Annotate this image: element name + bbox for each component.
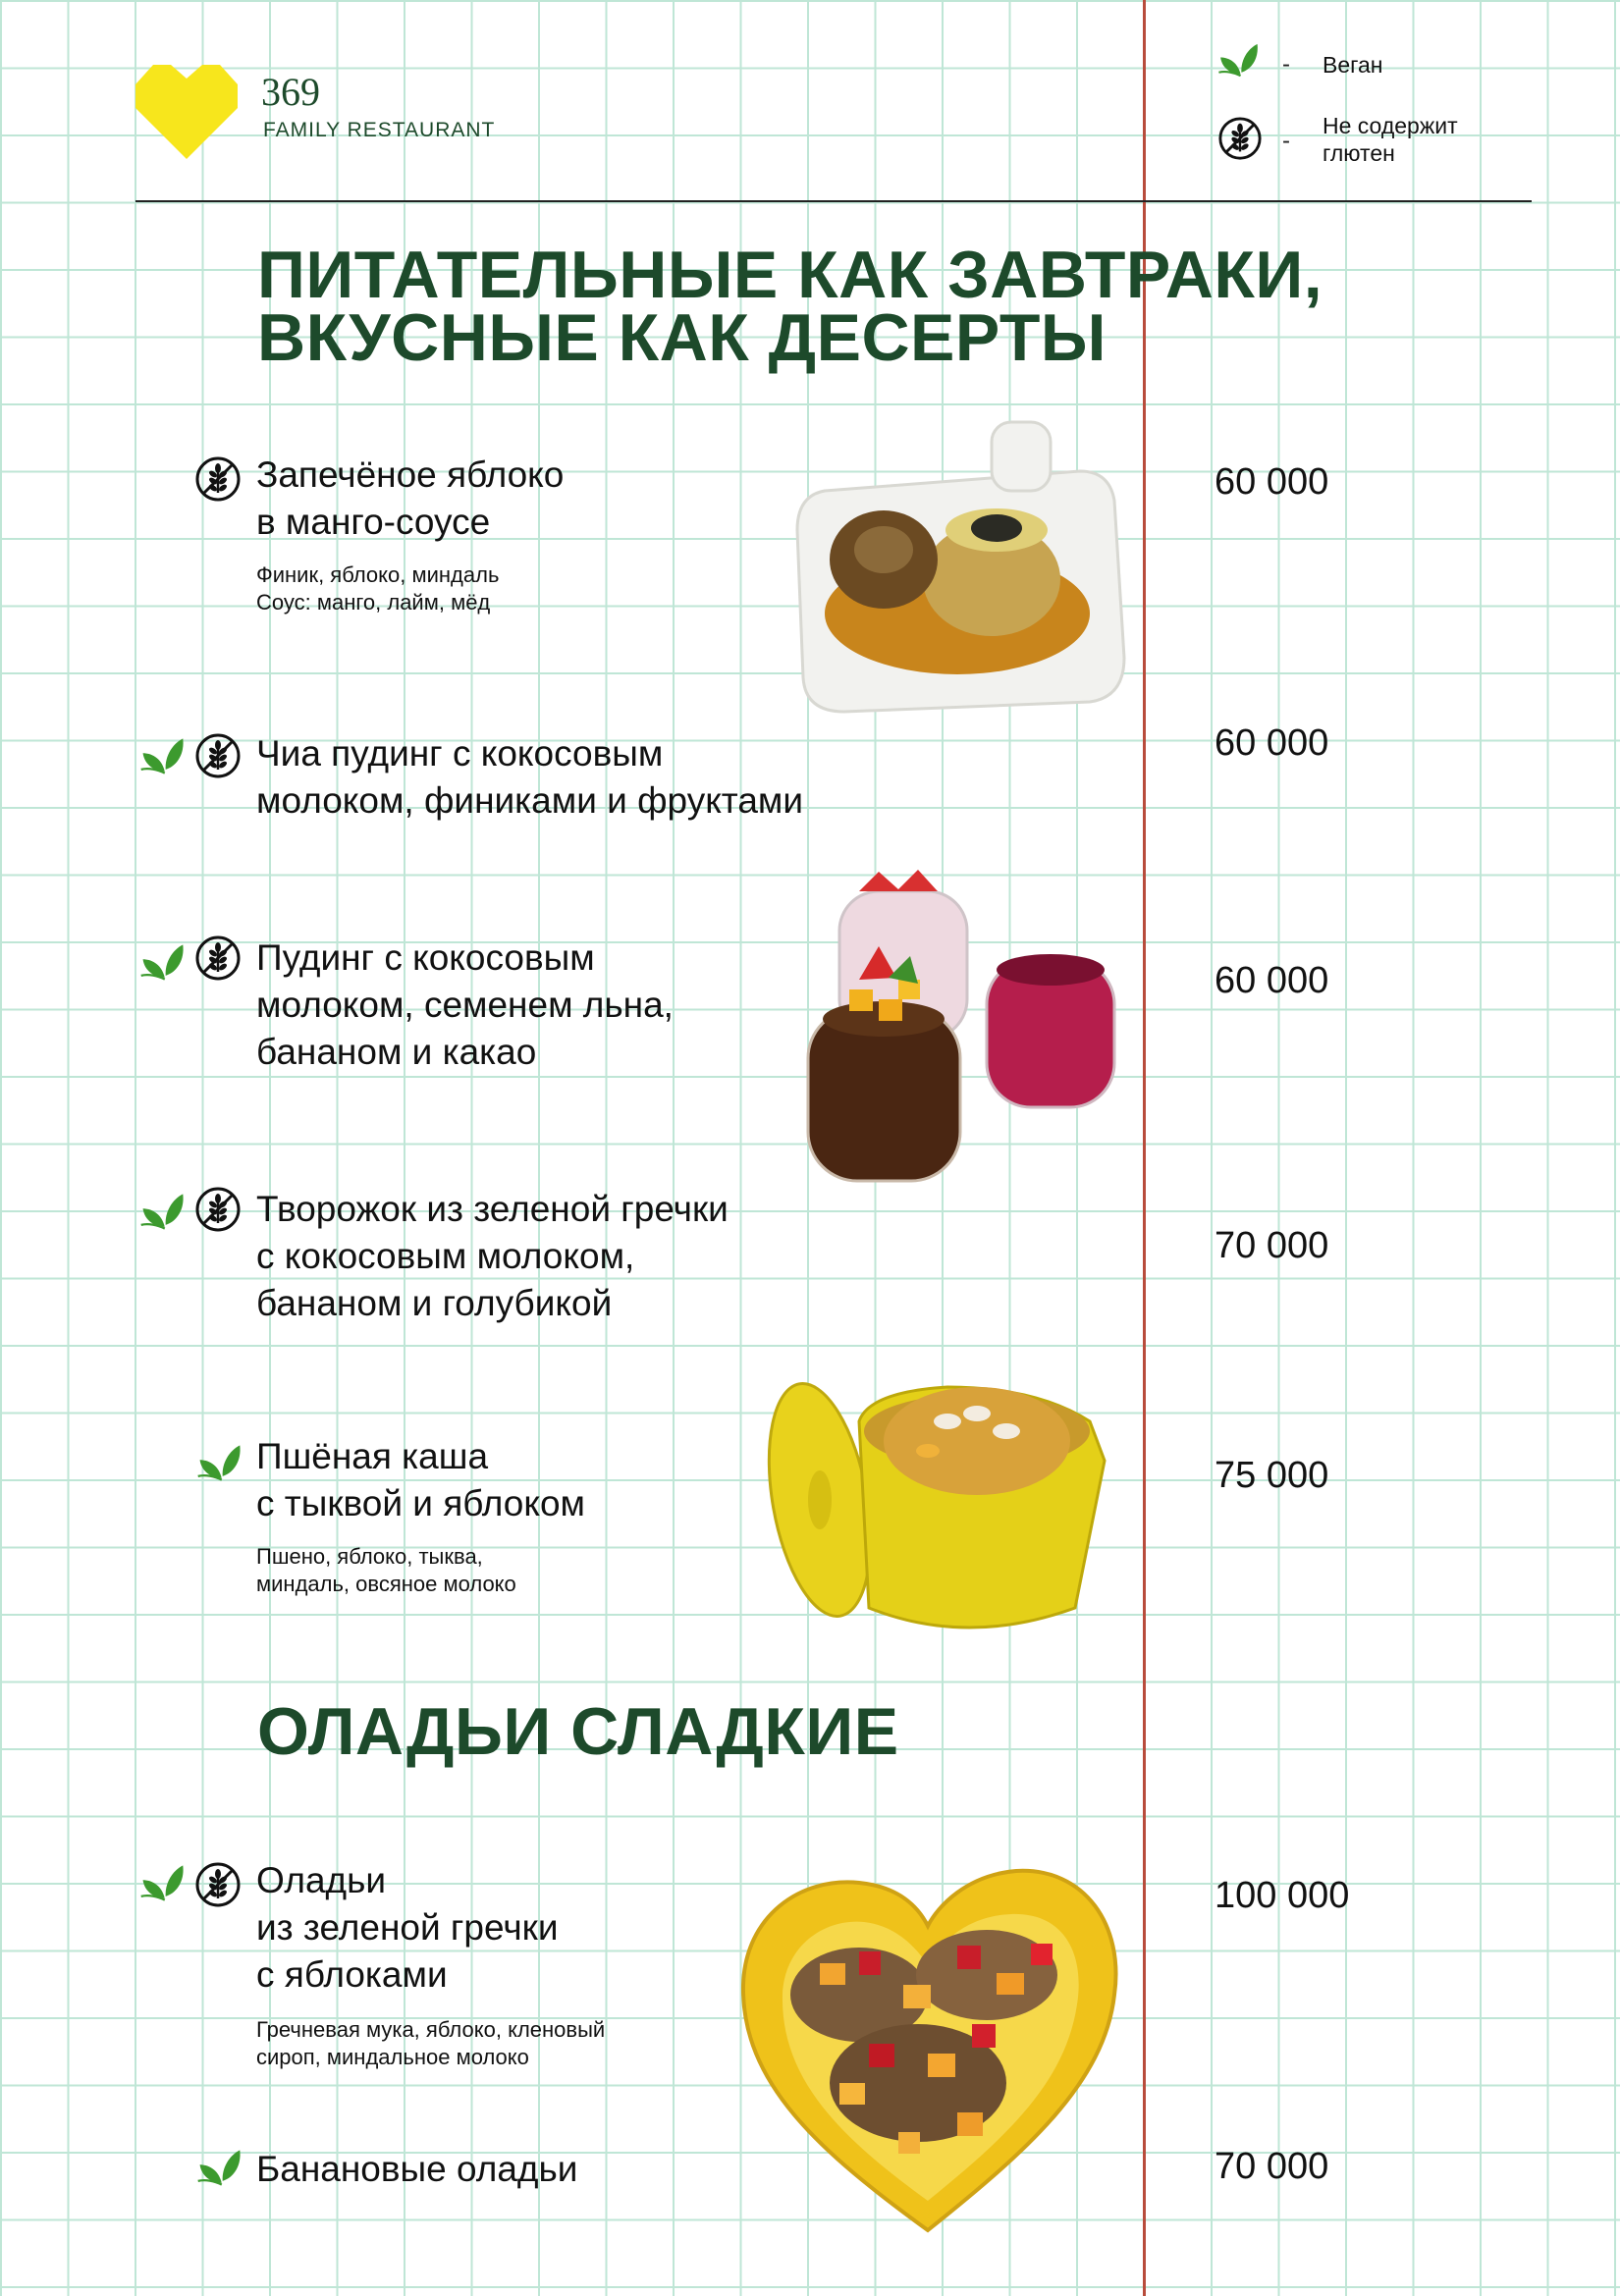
menu-item-price: 60 000 [1215,960,1329,1001]
menu-item-price: 100 000 [1215,1875,1350,1916]
menu-item-name [256,2146,577,2193]
item-desc-line: Финик, яблоко, миндаль [256,562,500,587]
legend-dash: - [1282,51,1290,78]
gluten-free-icon [1217,116,1263,161]
leaf-icon [1215,37,1261,82]
item-name-line: с яблоками [256,1954,448,1995]
menu-item-name [256,452,564,546]
menu-item-price: 75 000 [1215,1455,1329,1496]
brand-subtitle: FAMILY RESTAURANT [263,119,496,141]
leaf-icon [137,734,187,777]
menu-item-price: 70 000 [1215,2146,1329,2187]
menu-item-price: 60 000 [1215,722,1329,764]
millet-porridge-photo [751,1362,1105,1635]
brand-number: 369 [261,70,320,114]
leaf-icon [137,1861,187,1904]
section-title-line: ПИТАТЕЛЬНЫЕ КАК ЗАВТРАКИ, [257,238,1323,312]
leaf-icon [194,2146,243,2189]
header-divider [135,200,1532,202]
item-name-line: Оладьи [256,1860,387,1900]
legend-gluten-line1: Не содержит [1323,113,1458,138]
puddings-photo [800,862,1124,1186]
item-name-line: Пшёная каша [256,1436,489,1476]
item-name-line: из зеленой гречки [256,1907,559,1948]
section-title-breakfast [257,238,1323,375]
leaf-icon [194,1441,243,1484]
heart-logo-icon [135,65,238,159]
legend-gluten-free-label [1323,112,1458,167]
gluten-free-icon [194,732,242,779]
legend-gluten-line2: глютен [1323,140,1395,166]
gluten-free-icon [194,1186,242,1233]
gluten-free-icon [194,1861,242,1908]
item-name-line: бананом и какао [256,1032,537,1072]
gluten-free-icon [194,455,242,503]
item-name-line: Запечёное яблоко [256,454,565,495]
item-desc-line: Гречневая мука, яблоко, кленовый [256,2017,606,2042]
item-name-line: в манго-соусе [256,502,491,542]
item-name-line: бананом и голубикой [256,1283,613,1323]
menu-item-name [256,730,803,825]
menu-item-name [256,1857,559,1999]
item-desc-line: Соус: манго, лайм, мёд [256,590,491,614]
item-name-line: Творожок из зеленой гречки [256,1189,729,1229]
menu-item-price: 70 000 [1215,1225,1329,1266]
item-name-line: с тыквой и яблоком [256,1483,585,1523]
item-desc-line: Пшено, яблоко, тыква, [256,1544,483,1569]
menu-item-price: 60 000 [1215,461,1329,503]
leaf-icon [137,1190,187,1233]
item-name-line: с кокосовым молоком, [256,1236,635,1276]
item-desc-line: сироп, миндальное молоко [256,2045,529,2069]
menu-item-name [256,934,674,1076]
legend-vegan-label: Веган [1323,52,1383,78]
menu-item-name [256,1186,729,1327]
menu-item-description [256,2016,605,2071]
leaf-icon [137,940,187,984]
item-name-line: Чиа пудинг с кокосовым [256,733,664,774]
baked-apple-photo [785,422,1139,726]
section-title-line: ВКУСНЫЕ КАК ДЕСЕРТЫ [257,300,1107,375]
pancakes-heart-plate-photo [731,1857,1124,2250]
menu-item-description [256,1543,516,1598]
item-name-line: молоком, финиками и фруктами [256,780,804,821]
item-name-line: Банановые оладьи [256,2149,578,2189]
item-name-line: Пудинг с кокосовым [256,937,595,978]
menu-item-description [256,561,499,616]
legend-dash: - [1282,128,1290,154]
menu-item-name [256,1433,585,1527]
section-title-line: ОЛАДЬИ СЛАДКИЕ [257,1694,899,1769]
item-desc-line: миндаль, овсяное молоко [256,1572,516,1596]
gluten-free-icon [194,934,242,982]
item-name-line: молоком, семенем льна, [256,985,674,1025]
section-title-pancakes [257,1694,899,1769]
